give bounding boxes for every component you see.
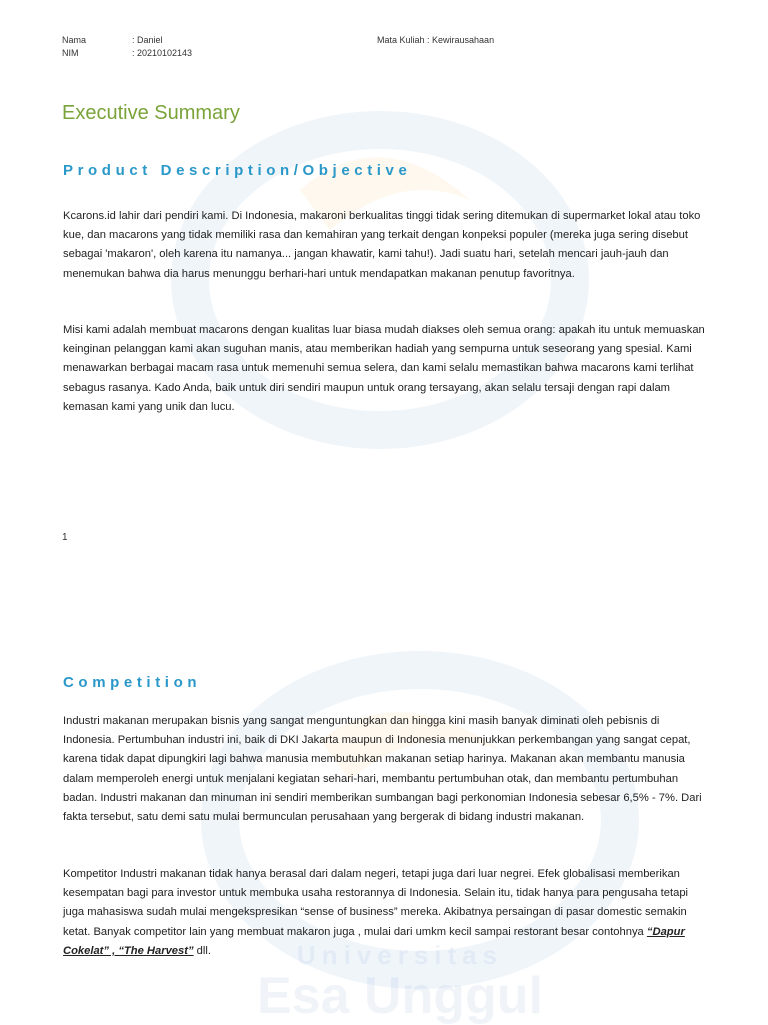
competition-paragraph-2 <box>63 865 708 961</box>
product-description-heading: Product Description/Objective <box>63 162 412 179</box>
watermark-line1: Universitas <box>296 940 504 970</box>
name-label: Nama <box>62 35 87 45</box>
competition-paragraph-1: Industri makanan merupakan bisnis yang sangat menguntungkan dan hingga kini masih banyak diminati oleh pebisnis di Indonesia. Pertumbuhan industri ini, baik di DKI Jakarta maupun di Indonesia menunjukkan perkembangan yang sangat cepat, karena tidak dapat dipungkiri lagi bahwa manusia membutuhkan makanan setiap harinya. Makanan akan membantu manusia dalam memperoleh energi untuk menjalani kegiatan sehari-hari, membantu pertumbuhan otak, dan membantu pertumbuhan badan. Industri makanan dan minuman ini sendiri memberikan sumbangan bagi perkonomian Indonesia sebesar 6,5% - 7%. Dari fakta tersebut, satu demi satu mulai bermunculan perusahaan yang bergerak di bidang industri makanan. <box>63 715 702 824</box>
course-info: Mata Kuliah : Kewirausahaan <box>377 35 495 45</box>
name-value: : Daniel <box>132 35 163 45</box>
executive-summary-heading: Executive Summary <box>62 102 240 124</box>
student-info <box>62 34 192 60</box>
page-number: 1 <box>62 532 68 543</box>
nim-label: NIM <box>62 48 79 58</box>
product-paragraph-2: Misi kami adalah membuat macarons dengan kualitas luar biasa mudah diakses oleh semua orang: apakah itu untuk memuaskan keinginan pelanggan kami akan suguhan manis, atau memberikan hadiah yang sempurna untuk seseorang yang spesial. Kami menawarkan berbagai macam rasa untuk memenuhi semua selera, dan kami selalu memastikan bahwa macarons kami terlihat sebagus rasanya. Kado Anda, baik untuk diri sendiri maupun untuk orang tersayang, akan selalu tersaji dengan rapi dalam kemasan kami yang unik dan lucu. <box>63 324 705 413</box>
watermark-line2: Esa Unggul <box>256 967 544 1025</box>
competition-paragraph-2-main: Kompetitor Industri makanan tidak hanya berasal dari dalam negeri, tetapi juga dari luar negrei. Efek globalisasi memberikan kesempatan bagi para investor untuk membuka usaha restorannya di Indonesia. Selain itu, tidak hanya para pengusaha tetapi juga mahasiswa sudah mulai mengekspresikan “sense of business” mereka. Akibatnya persaingan di pasar domestic semakin ketat. Banyak competitor lain yang membuat makaron juga , mulai dari umkm kecil sampai restorant besar contohnya <box>63 868 689 938</box>
competition-heading: Competition <box>63 674 202 691</box>
nim-value: : 20210102143 <box>132 48 193 58</box>
product-paragraph-1: Kcarons.id lahir dari pendiri kami. Di Indonesia, makaroni berkualitas tinggi tidak sering ditemukan di supermarket lokal atau toko kue, dan macarons yang tidak memiliki rasa dan kemahiran yang terkait dengan konpeksi populer (mereka juga sering disebut sebagai 'makaron', oleh karena itu namanya... jangan khawatir, kami tahu!). Jadi suatu hari, setelah mencari jauh-jauh dan menemukan bahwa dia harus menunggu berhari-hari untuk mendapatkan makanan penutup favoritnya. <box>63 210 701 280</box>
competitor-examples: “Dapur Cokelat” , “The Harvest” <box>63 925 685 957</box>
competition-paragraph-2-end: dll. <box>193 944 211 957</box>
